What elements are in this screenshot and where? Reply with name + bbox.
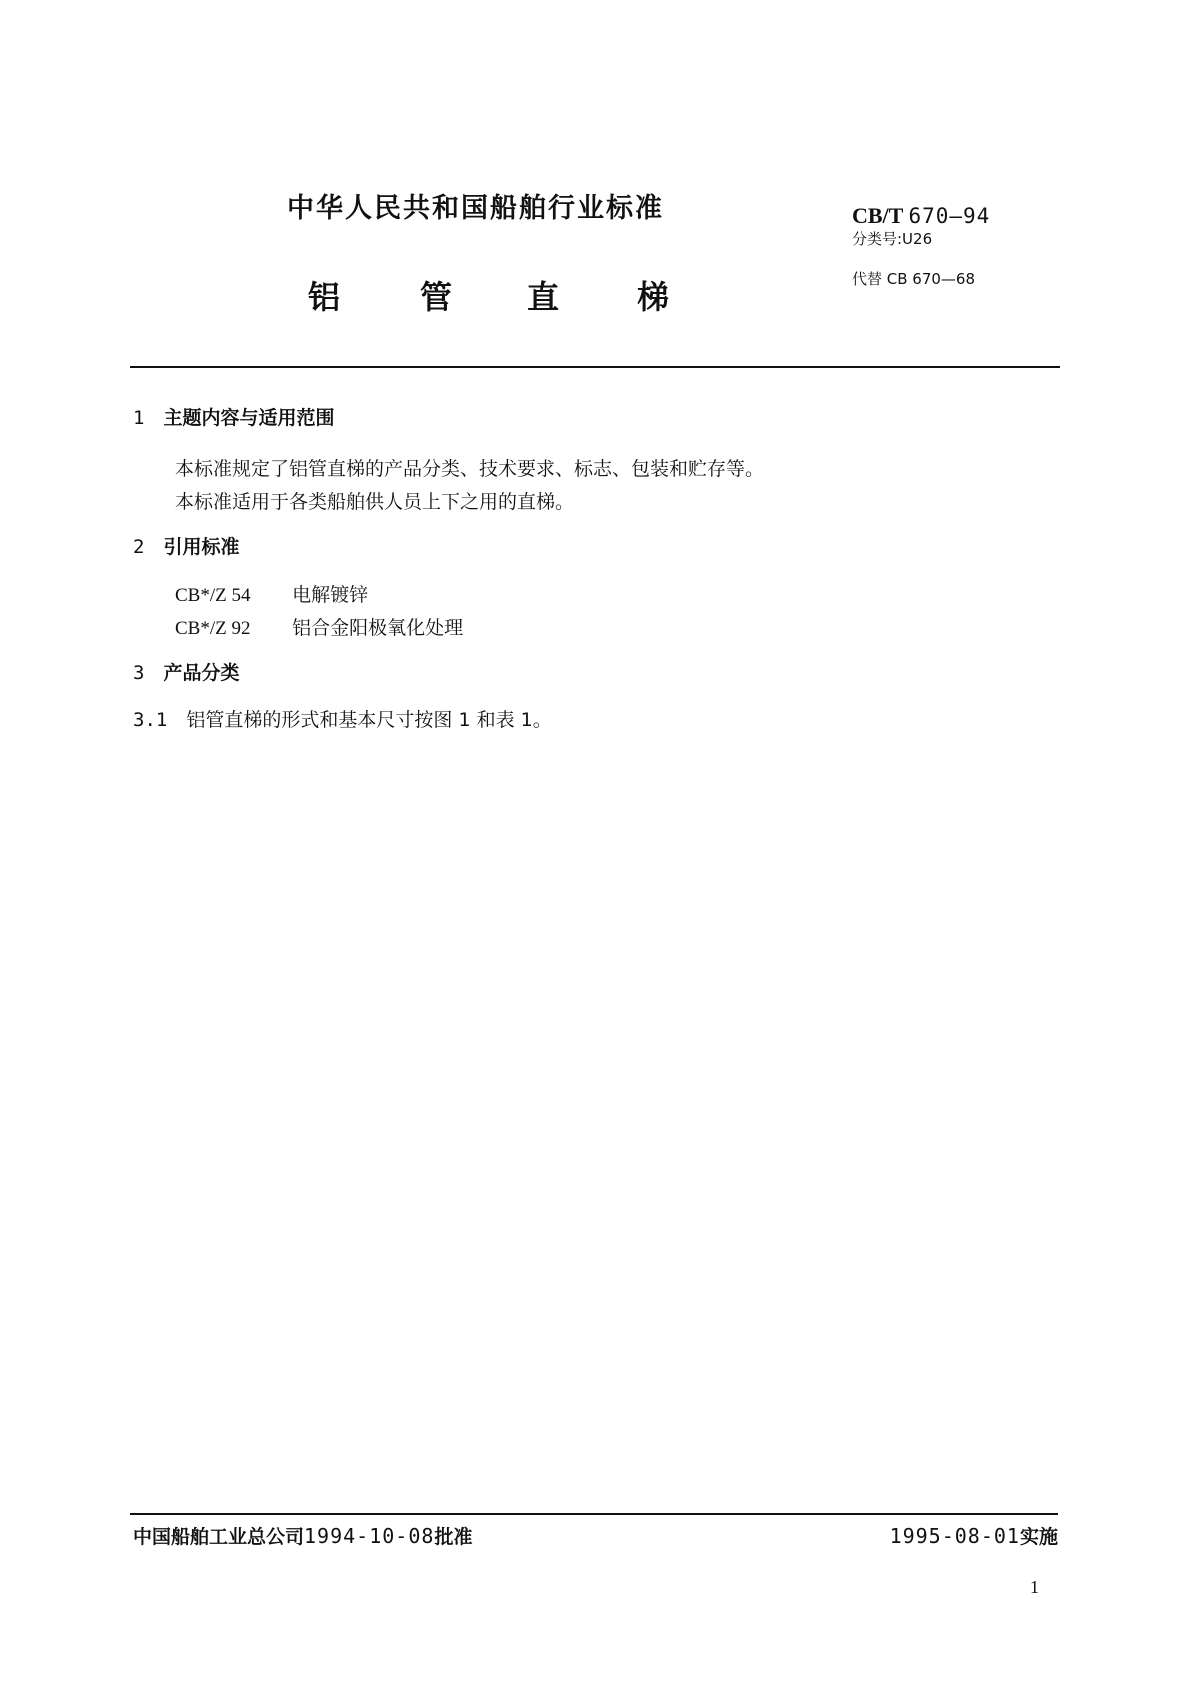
- subsection-3-1-text: 铝管直梯的形式和基本尺寸按图 1 和表 1。: [186, 709, 552, 731]
- doc-title-char-1: 铝: [308, 278, 341, 316]
- standard-code: [852, 203, 990, 229]
- standard-code-number: 670—94: [908, 204, 991, 228]
- section-3-heading: [133, 658, 240, 685]
- section-1-paragraph-2: 本标准适用于各类船舶供人员上下之用的直梯。: [175, 491, 575, 513]
- reference-code: CB*/Z 54: [175, 585, 251, 606]
- standard-org-title: 中华人民共和国船舶行业标准: [287, 193, 664, 224]
- effective-date: 1995-08-01: [889, 1524, 1020, 1548]
- reference-item: [175, 613, 463, 640]
- subsection-3-1: [133, 705, 552, 732]
- approval-statement: [133, 1522, 472, 1549]
- section-1-title: 主题内容与适用范围: [163, 407, 335, 429]
- classification-number: 分类号:U26: [852, 230, 933, 248]
- effective-statement: [890, 1522, 1058, 1549]
- reference-name: 铝合金阳极氧化处理: [292, 617, 464, 639]
- page-number: 1: [1030, 1577, 1039, 1597]
- footer-divider: [130, 1513, 1058, 1515]
- section-2-heading: [133, 532, 240, 559]
- section-1-number: 1: [133, 407, 145, 429]
- reference-code: CB*/Z 92: [175, 618, 251, 639]
- replaces-standard: 代替 CB 670—68: [852, 270, 976, 288]
- section-2-title: 引用标准: [163, 536, 240, 558]
- reference-item: [175, 580, 368, 607]
- effective-suffix: 实施: [1019, 1526, 1058, 1548]
- doc-title-char-2: 管: [420, 278, 453, 316]
- section-2-number: 2: [133, 536, 145, 558]
- section-1-heading: [133, 403, 335, 430]
- subsection-3-1-number: 3.1: [133, 709, 168, 731]
- standard-code-prefix: CB/T: [852, 203, 903, 228]
- section-3-number: 3: [133, 662, 145, 684]
- approval-date: 1994-10-08: [304, 1524, 435, 1548]
- approver-name: 中国船舶工业总公司: [133, 1526, 305, 1548]
- doc-title-char-3: 直: [527, 278, 560, 316]
- section-1-paragraph-1: 本标准规定了铝管直梯的产品分类、技术要求、标志、包装和贮存等。: [175, 458, 765, 480]
- reference-name: 电解镀锌: [292, 584, 369, 606]
- section-3-title: 产品分类: [163, 662, 240, 684]
- approval-suffix: 批准: [434, 1526, 473, 1548]
- header-divider: [130, 366, 1060, 368]
- doc-title-char-4: 梯: [637, 278, 670, 316]
